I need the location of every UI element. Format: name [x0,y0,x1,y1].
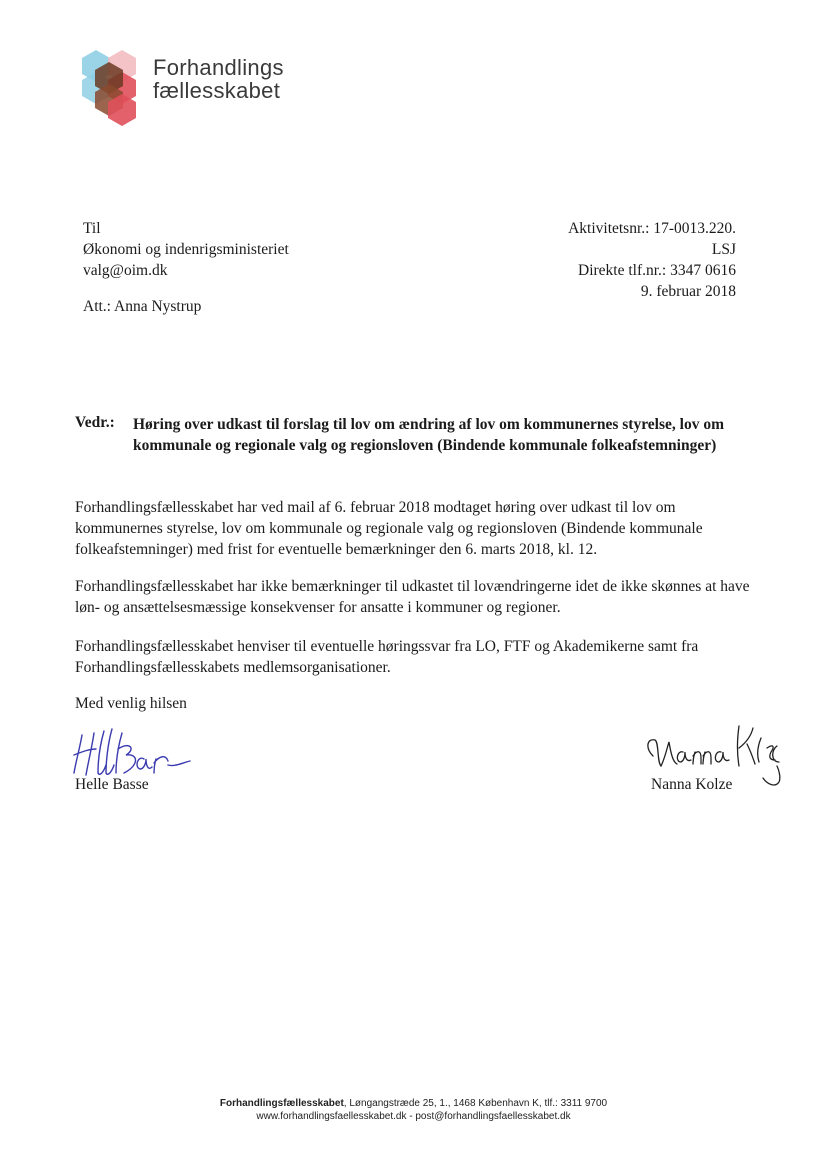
footer-address-line [0,1097,827,1110]
signer-2-name: Nanna Kolze [651,776,733,793]
recipient-organization: Økonomi og indenrigsministeriet [83,241,289,258]
closing-greeting: Med venlig hilsen [75,695,187,712]
recipient-address [83,218,289,281]
letter-date: 9. februar 2018 [640,283,736,300]
footer-org-name: Forhandlingsfællesskabet [219,1098,344,1109]
logo-line-2: fællesskabet [153,78,281,103]
footer-address: , Løngangstræde 25, 1., 1468 København K, tlf.: 3311 9700 [343,1098,608,1109]
recipient-attention: Att.: Anna Nystrup [83,298,202,315]
body-paragraph-3: Forhandlingsfællesskabet henviser til eventuelle høringssvar fra LO, FTF og Akademikerne samt fra Forhandlingsfællesskabets medlemsorganisationer. [75,638,699,676]
footer-contact: www.forhandlingsfaellesskabet.dk - post@forhandlingsfaellesskabet.dk [256,1111,571,1122]
signer-1-name: Helle Basse [75,776,149,793]
activity-number: Aktivitetsnr.: 17-0013.220. [568,220,736,237]
body-paragraph-2: Forhandlingsfællesskabet har ikke bemærkninger til udkastet til lovændringerne idet de ikke skønnes at have løn- og ansættelsesmæssige konsekvenser for ansatte i kommuner og regioner. [75,578,750,616]
hexagon-logo-icon [78,48,140,128]
page-footer [0,1097,827,1123]
subject-label: Vedr.: [75,414,115,431]
subject-text: Høring over udkast til forslag til lov om ændring af lov om kommunernes styrelse, lov om kommunale og regionale valg og regionsloven (Bindende kommunale folkeafstemninger) [133,416,724,454]
logo-line-1: Forhandlings [153,55,284,80]
logo-wordmark [153,56,284,102]
direct-phone: Direkte tlf.nr.: 3347 0616 [578,262,736,279]
recipient-to: Til [83,220,101,237]
initials: LSJ [711,241,736,258]
recipient-email: valg@oim.dk [83,262,168,279]
reference-block [568,218,736,302]
body-paragraph-1: Forhandlingsfællesskabet har ved mail af 6. februar 2018 modtaget høring over udkast til lov om kommunernes styrelse, lov om kommunale og regionale valg og regionsloven (Bindende kommunale folkeafstemninger) med frist for eventuelle bemærkninger den 6. marts 2018, kl. 12. [75,499,703,558]
organization-logo [78,48,140,133]
